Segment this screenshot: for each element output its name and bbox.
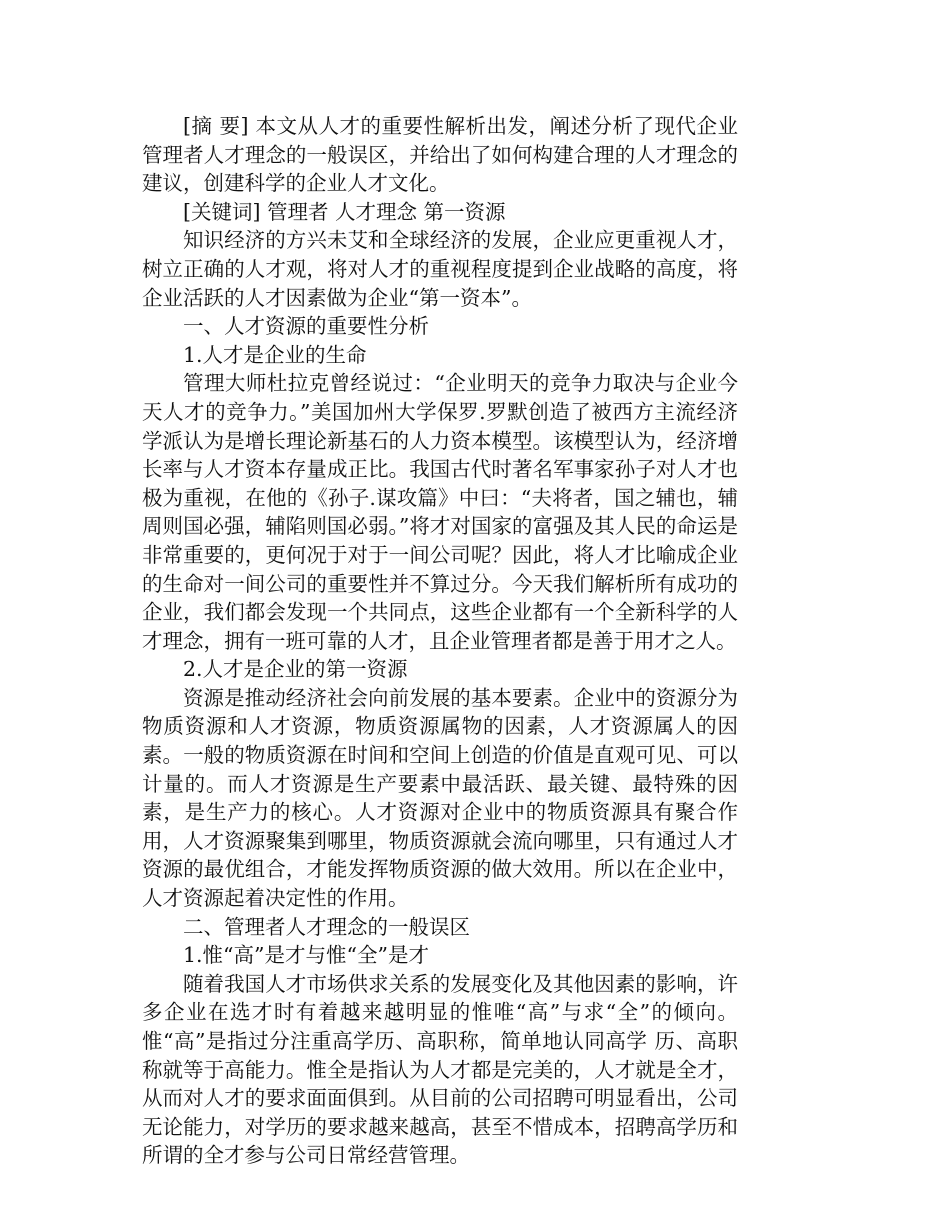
abstract-paragraph <box>142 112 738 198</box>
abstract-label: [摘 要] <box>183 114 249 138</box>
section-2-sub-1-title: 1.惟“高”是才与惟“全”是才 <box>183 943 429 968</box>
document-page <box>142 112 738 1170</box>
intro-paragraph: 知识经济的方兴未艾和全球经济的发展，企业应更重视人才，树立正确的人才观，将对人才的重视程度提到企业战略的高度，将企业活跃的人才因素做为企业“第一资本”。 <box>142 228 738 310</box>
keywords-line <box>142 198 738 227</box>
keywords-text: 管理者 人才理念 第一资源 <box>260 199 506 224</box>
section-1-sub-1-title: 1.人才是企业的生命 <box>183 342 367 367</box>
section-1-sub-2-body: 资源是推动经济社会向前发展的基本要素。企业中的资源分为物质资源和人才资源，物质资源属物的因素，人才资源属人的因素。一般的物质资源在时间和空间上创造的价值是直观可见、可以计量的。而人才资源是生产要素中最活跃、最关键、最特殊的因素，是生产力的核心。人才资源对企业中的物质资源具有聚合作用，人才资源聚集到哪里，物质资源就会流向哪里，只有通过人才资源的最优组合，才能发挥物质资源的做大效用。所以在企业中，人才资源起着决定性的作用。 <box>142 685 738 911</box>
abstract-text: 本文从人才的重要性解析出发，阐述分析了现代企业管理者人才理念的一般误区，并给出了如何构建合理的人才理念的建议，创建科学的企业人才文化。 <box>142 114 739 196</box>
keywords-label: [关键词] <box>183 199 261 224</box>
section-2-title: 二、管理者人才理念的一般误区 <box>183 914 470 939</box>
section-1-title: 一、人才资源的重要性分析 <box>183 314 429 339</box>
section-2-sub-1-body: 随着我国人才市场供求关系的发展变化及其他因素的影响，许多企业在选才时有着越来越明显的惟唯“高”与求“全”的倾向。惟“高”是指过分注重高学历、高职称，简单地认同高学 历、高职称就等于高能力。惟全是指认为人才都是完美的，人才就是全才，从而对人才的要求面面俱到。从目前的公司招聘可明显看出，公司无论能力，对学历的要求越来越高，甚至不惜成本，招聘高学历和所谓的全才参与公司日常经营管理。 <box>142 971 738 1168</box>
section-1-sub-1-body: 管理大师杜拉克曾经说过：“企业明天的竞争力取决与企业今天人才的竞争力。”美国加州大学保罗.罗默创造了被西方主流经济学派认为是增长理论新基石的人力资本模型。该模型认为，经济增长率与人才资本存量成正比。我国古代时著名军事家孙子对人才也极为重视，在他的《孙子.谋攻篇》中曰：“夫将者，国之辅也，辅周则国必强，辅陷则国必弱。”将才对国家的富强及其人民的命运是非常重要的，更何况于对于一间公司呢？因此，将人才比喻成企业的生命对一间公司的重要性并不算过分。今天我们解析所有成功的企业，我们都会发现一个共同点，这些企业都有一个全新科学的人才理念，拥有一班可靠的人才，且企业管理者都是善于用才之人。 <box>142 371 738 653</box>
section-1-sub-2-title: 2.人才是企业的第一资源 <box>183 657 408 682</box>
